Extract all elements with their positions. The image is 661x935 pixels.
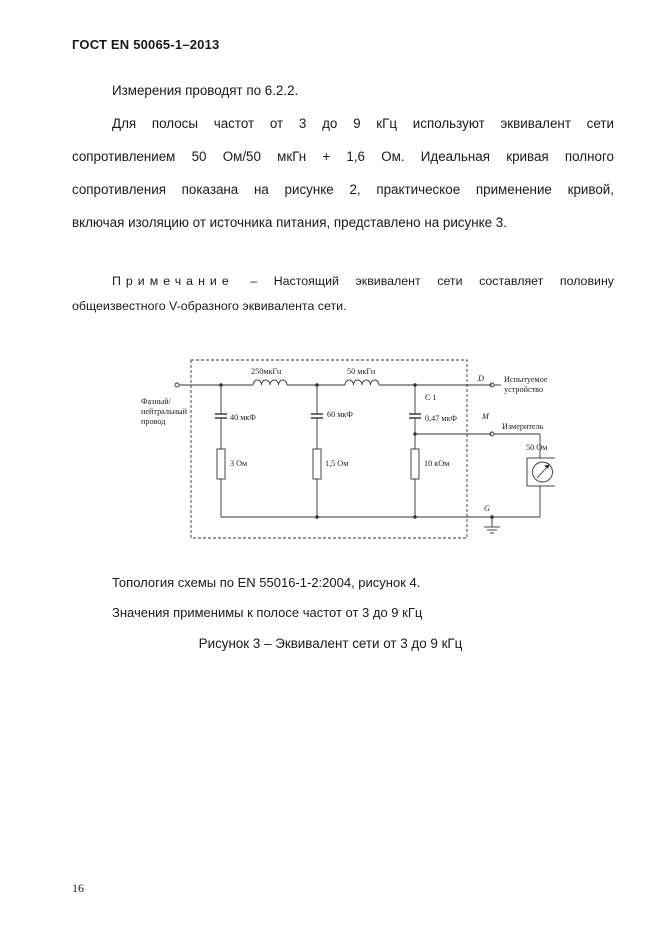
inductor-50uh: [345, 380, 379, 385]
enclosure-box: [191, 360, 467, 538]
device-label: устройство: [504, 385, 544, 394]
input-label: нейтральный: [141, 407, 187, 416]
page-number: 16: [72, 881, 84, 895]
paragraph-band: [72, 107, 614, 239]
note-label: Примечание: [112, 274, 234, 288]
node-label: M: [482, 412, 489, 421]
resistor-label: 1,5 Ом: [325, 459, 349, 468]
paragraph-line: Измерения проводят по 6.2.2.: [112, 83, 299, 98]
topology-caption: Топология схемы по EN 55016-1-2:2004, рисунок 4.: [112, 575, 421, 590]
document-header: ГОСТ EN 50065-1–2013: [72, 37, 220, 52]
note-line: [72, 269, 614, 294]
capacitor-name: C 1: [425, 393, 437, 402]
paragraph-measurements: [72, 74, 614, 107]
inductor-label: 250мкГн: [251, 367, 282, 376]
note-text: – Настоящий эквивалент сети составляет половину: [233, 274, 614, 288]
inductor-250uh: [253, 380, 287, 385]
resistor-3ohm: [217, 449, 225, 479]
note-line: общеизвестного V-образного эквивалента сети.: [72, 299, 347, 313]
capacitor-label: 60 мкФ: [327, 410, 353, 419]
capacitor-label: 40 мкФ: [230, 413, 256, 422]
meter-label: Измеритель: [502, 422, 544, 431]
paragraph-line: включая изоляцию от источника питания, представлено на рисунке 3.: [72, 215, 507, 230]
paragraph-line: сопротивления показана на рисунке 2, практическое применение кривой,: [72, 182, 614, 197]
circuit-diagram: [135, 355, 555, 550]
meter-resistance-label: 50 Ом: [526, 443, 548, 452]
resistor-label: 10 кОм: [424, 459, 450, 468]
note: [72, 269, 614, 319]
capacitor-label: 0,47 мкФ: [425, 414, 458, 423]
resistor-1-5ohm: [313, 449, 321, 479]
values-caption: Значения применимы к полосе частот от 3 до 9 кГц: [112, 605, 423, 620]
input-label: провод: [141, 417, 166, 426]
resistor-10kohm: [411, 449, 419, 479]
input-label: Фазный/: [141, 397, 171, 406]
paragraph-line: Для полосы частот от 3 до 9 кГц используют эквивалент сети: [112, 116, 614, 131]
figure-title: Рисунок 3 – Эквивалент сети от 3 до 9 кГц: [198, 636, 463, 651]
inductor-label: 50 мкГн: [347, 367, 376, 376]
input-terminal: [175, 383, 179, 387]
device-label: Испытуемое: [504, 375, 548, 384]
paragraph-line: сопротивлением 50 Ом/50 мкГн + 1,6 Ом. Идеальная кривая полного: [72, 149, 614, 164]
ground-icon: [484, 517, 500, 533]
node-label: G: [484, 504, 490, 513]
resistor-label: 3 Ом: [230, 459, 248, 468]
node-label: D: [478, 374, 484, 383]
